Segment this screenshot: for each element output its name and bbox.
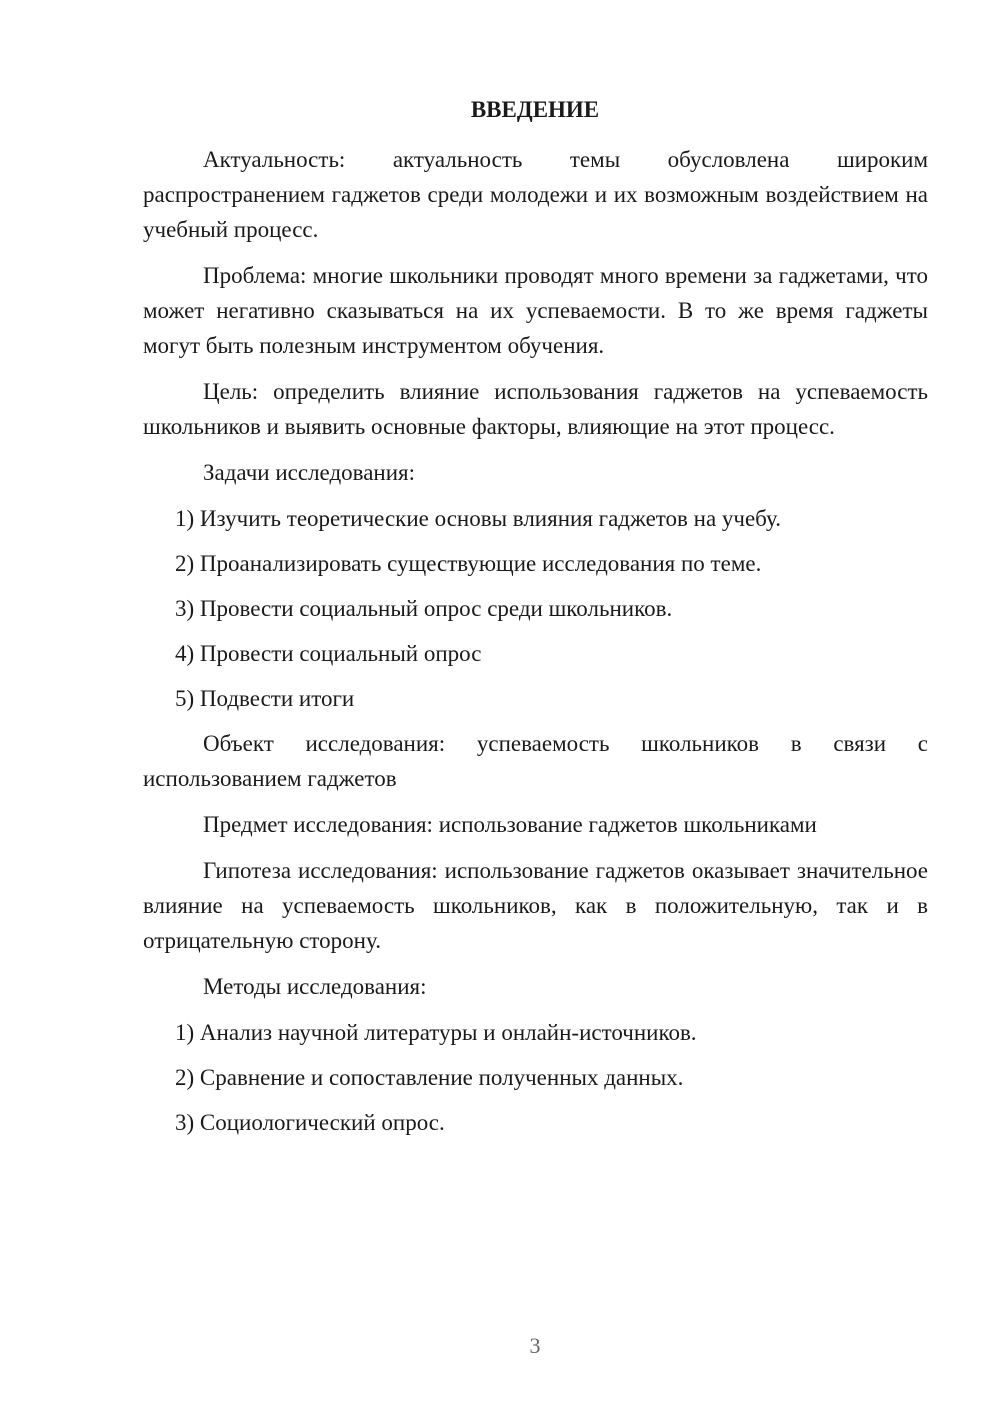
goal-paragraph: Цель: определить влияние использования гаджетов на успеваемость школьников и выявить основные факторы, влияющие на этот процесс.	[143, 379, 928, 439]
relevance-paragraph: Актуальность: актуальность темы обусловлена широким распространением гаджетов среди молодежи и их возможным воздействием на учебный процесс.	[143, 147, 928, 242]
hypothesis-paragraph: Гипотеза исследования: использование гаджетов оказывает значительное влияние на успеваемость школьников, как в положительную, так и в отрицательную сторону.	[143, 858, 928, 953]
task-item: 5) Подвести итоги	[175, 686, 355, 711]
page-number: 3	[529, 1333, 541, 1358]
tasks-list	[143, 501, 928, 716]
document-title: ВВЕДЕНИЕ	[470, 97, 600, 122]
subject-paragraph: Предмет исследования: использование гаджетов школьниками	[203, 812, 817, 837]
object-paragraph: Объект исследования: успеваемость школьников в связи с использованием гаджетов	[143, 731, 928, 791]
task-item: 4) Провести социальный опрос	[175, 641, 482, 666]
method-item: 2) Сравнение и сопоставление полученных данных.	[175, 1065, 684, 1090]
methods-list	[143, 1015, 928, 1140]
methods-heading: Методы исследования:	[203, 974, 427, 999]
problem-paragraph: Проблема: многие школьники проводят много времени за гаджетами, что может негативно сказываться на их успеваемости. В то же время гаджеты могут быть полезным инструментом обучения.	[143, 263, 928, 358]
tasks-heading: Задачи исследования:	[203, 460, 416, 485]
task-item: 2) Проанализировать существующие исследования по теме.	[175, 551, 762, 576]
method-item: 3) Социологический опрос.	[175, 1110, 445, 1135]
document-body	[143, 142, 928, 1150]
method-item: 1) Анализ научной литературы и онлайн-источников.	[175, 1020, 697, 1045]
task-item: 3) Провести социальный опрос среди школьников.	[175, 596, 673, 621]
task-item: 1) Изучить теоретические основы влияния гаджетов на учебу.	[175, 506, 781, 531]
